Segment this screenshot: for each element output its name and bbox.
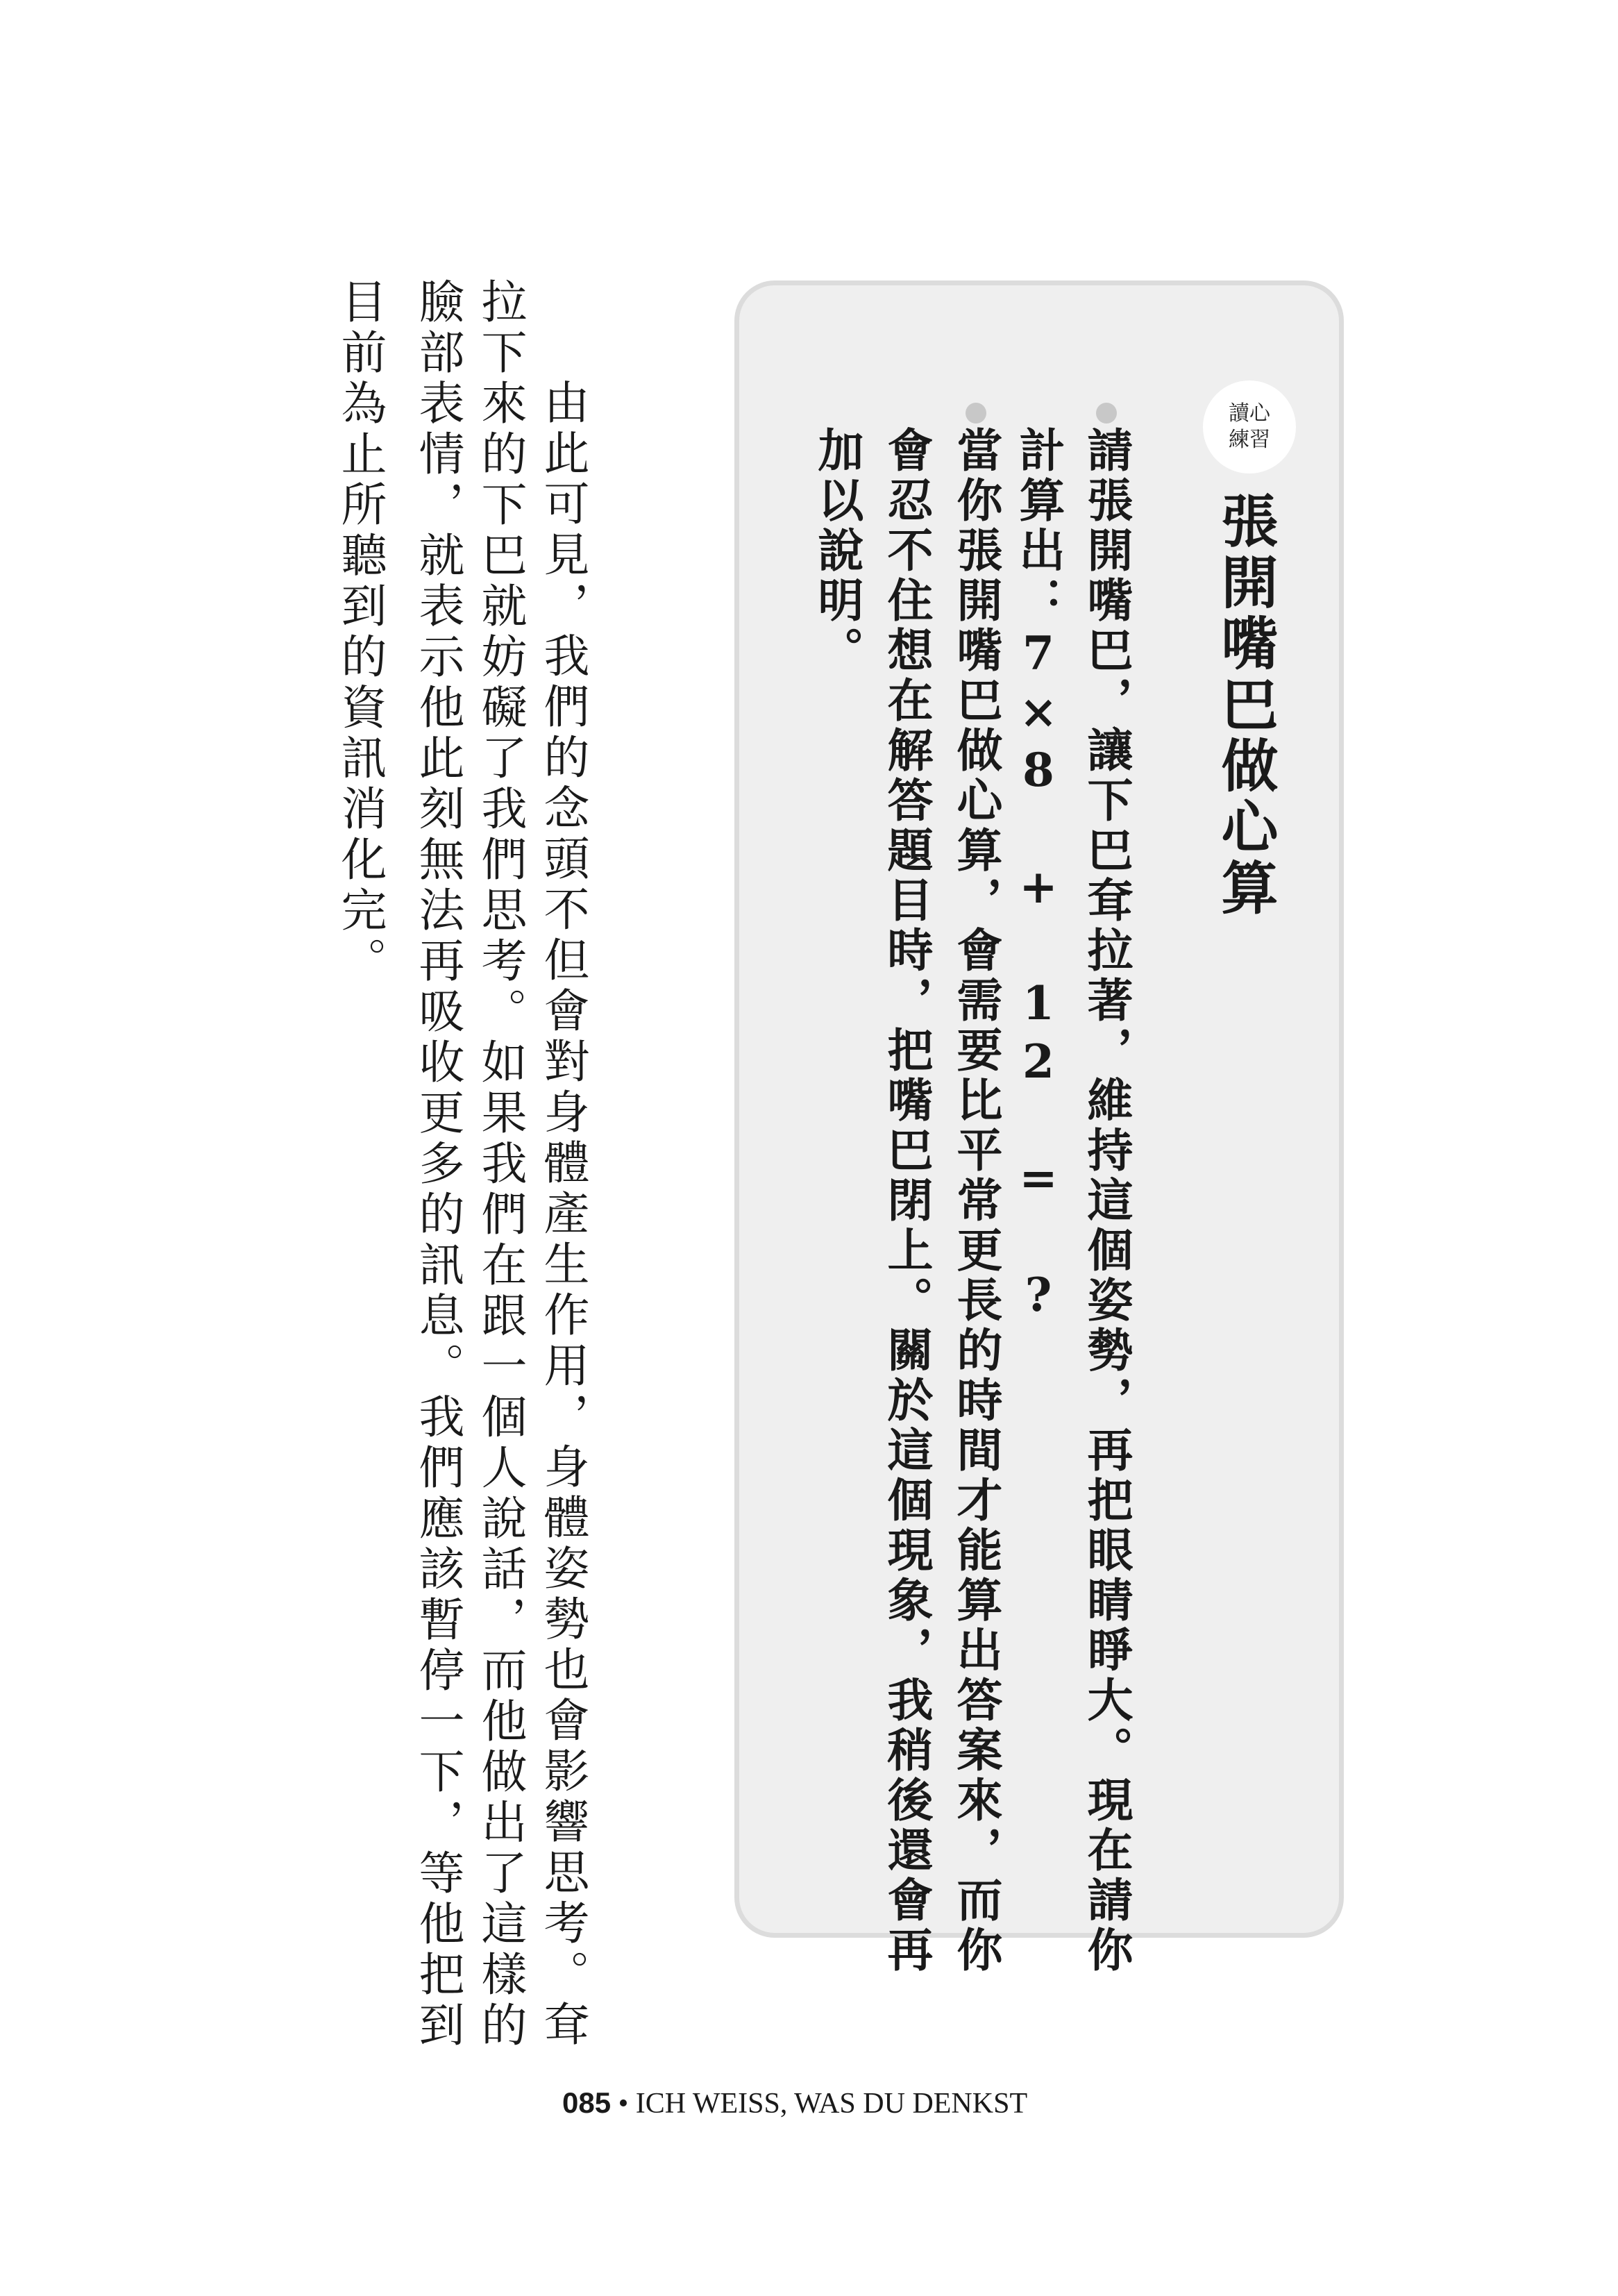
practice-line-2: 計算出：7×8 + 12 = ? — [1011, 426, 1065, 1326]
body-line-1: 由此可見，我們的念頭不但會對身體產生作用，身體姿勢也會影響思考。耷 — [536, 378, 589, 2051]
practice-line-3: 當你張開嘴巴做心算，會需要比平常更長的時間才能算出答案來，而你 — [949, 426, 1003, 1976]
book-title: ICH WEISS, WAS DU DENKST — [635, 2088, 1028, 2120]
practice-line-4: 會忍不住想在解答題目時，把嘴巴閉上。關於這個現象，我稍後還會再 — [879, 426, 934, 1976]
practice-line-5: 加以說明。 — [810, 426, 864, 676]
practice-line-1: 請張開嘴巴，讓下巴耷拉著，維持這個姿勢，再把眼睛睜大。現在請你 — [1079, 426, 1134, 1976]
bullet-icon — [966, 403, 986, 424]
badge-line-2: 練習 — [1229, 428, 1270, 452]
practice-title: 張開嘴巴做心算 — [1212, 492, 1278, 919]
body-line-4: 目前為止所聽到的資訊消化完。 — [333, 278, 387, 987]
bullet-icon — [1096, 403, 1117, 424]
footer-separator: • — [618, 2088, 629, 2120]
page-number: 085 — [562, 2086, 612, 2119]
page-footer — [562, 2086, 1027, 2120]
practice-badge — [1203, 380, 1296, 474]
body-line-2: 拉下來的下巴就妨礙了我們思考。如果我們在跟一個人說話，而他做出了這樣的 — [473, 278, 527, 2052]
badge-line-1: 讀心 — [1229, 401, 1270, 426]
body-line-3: 臉部表情，就表示他此刻無法再吸收更多的訊息。我們應該暫停一下，等他把到 — [411, 278, 464, 2052]
